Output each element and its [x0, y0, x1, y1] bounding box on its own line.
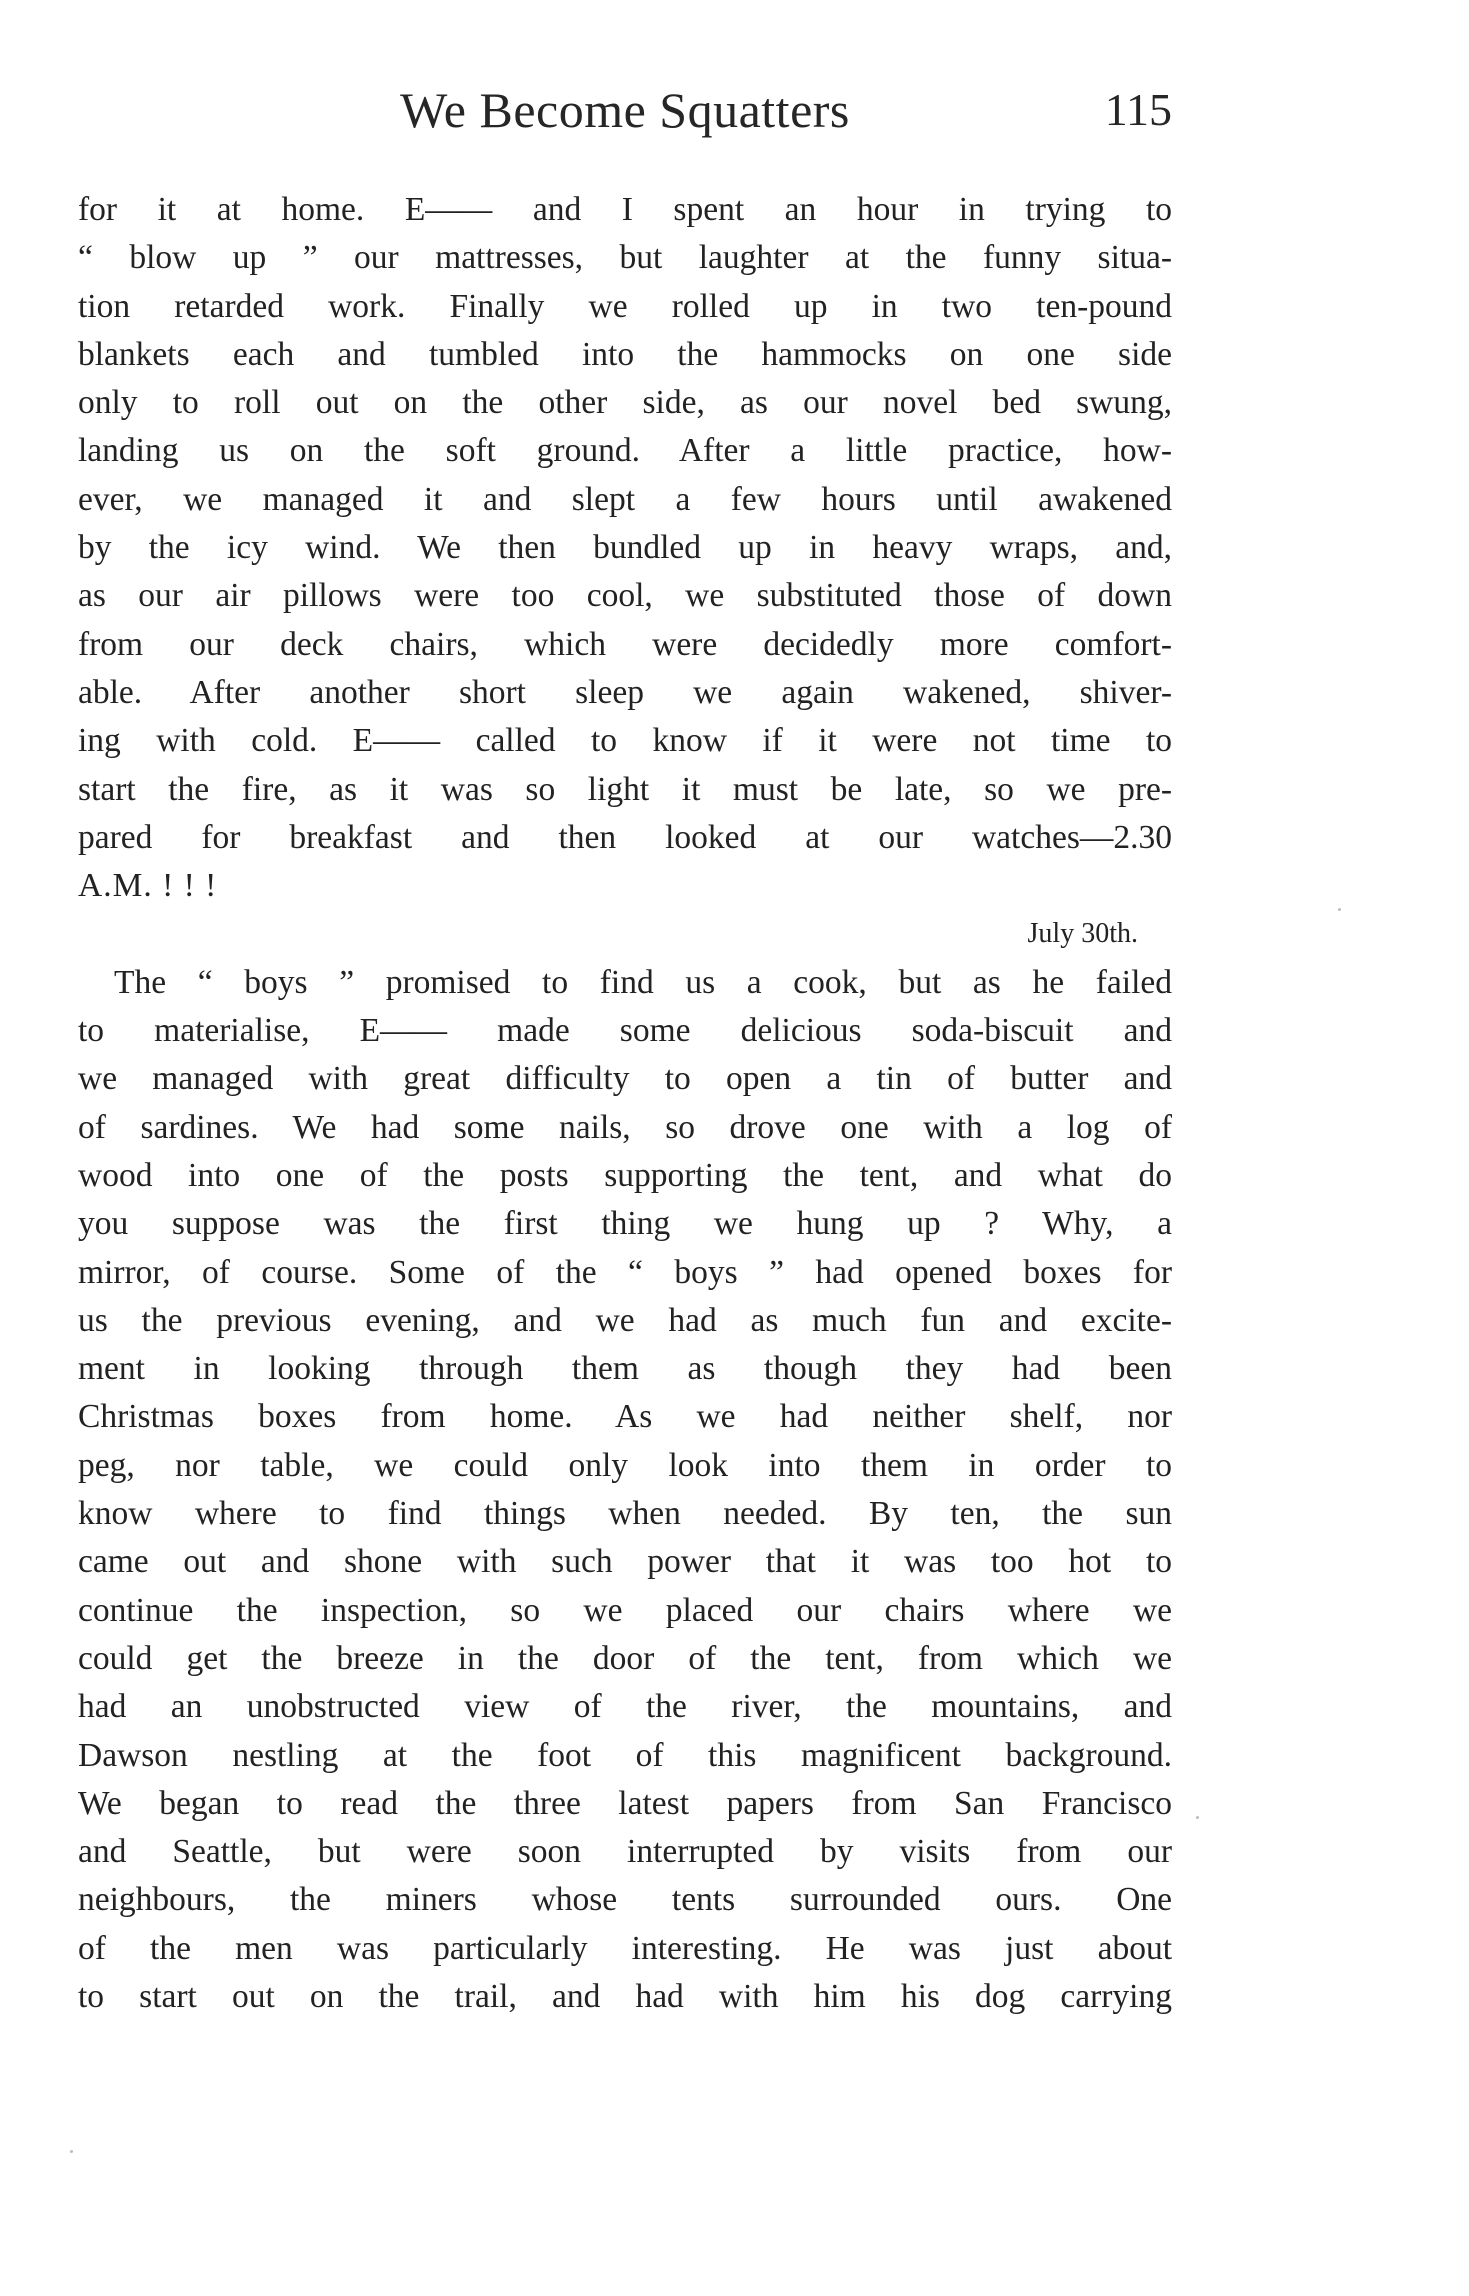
text-line: pared for breakfast and then looked at our watches—2.30: [78, 818, 1172, 856]
text-line: ing with cold. E—— called to know if it were not time to: [78, 722, 1172, 760]
page-number: 115: [1104, 84, 1172, 135]
entry-date: July 30th.: [1027, 918, 1138, 950]
text-line: peg, nor table, we could only look into them in order to: [78, 1446, 1172, 1484]
text-line: by the icy wind. We then bundled up in heavy wraps, and,: [78, 529, 1172, 567]
running-head: [78, 70, 1172, 150]
text-line: blankets each and tumbled into the hammocks on one side: [78, 335, 1172, 373]
text-line: mirror, of course. Some of the “ boys ” had opened boxes for: [78, 1253, 1172, 1291]
text-line: tion retarded work. Finally we rolled up in two ten-pound: [78, 287, 1172, 325]
text-line: of sardines. We had some nails, so drove one with a log of: [78, 1108, 1172, 1146]
text-line: able. After another short sleep we again wakened, shiver-: [78, 673, 1172, 711]
text-line: ment in looking through them as though they had been: [78, 1350, 1172, 1388]
text-line: and Seattle, but were soon interrupted by visits from our: [78, 1833, 1172, 1871]
text-line: wood into one of the posts supporting the tent, and what do: [78, 1156, 1172, 1194]
text-line-final: A.M. ! ! !: [78, 867, 218, 905]
text-line: landing us on the soft ground. After a little practice, how-: [78, 432, 1172, 470]
running-title: We Become Squatters: [400, 82, 850, 138]
text-line: start the fire, as it was so light it must be late, so we pre-: [78, 770, 1172, 808]
text-line: for it at home. E—— and I spent an hour in trying to: [78, 191, 1172, 228]
text-line: neighbours, the miners whose tents surrounded ours. One: [78, 1881, 1172, 1919]
text-line: of the men was particularly interesting. He was just about: [78, 1929, 1172, 1967]
text-line: came out and shone with such power that it was too hot to: [78, 1543, 1172, 1581]
text-line: know where to find things when needed. By ten, the sun: [78, 1495, 1172, 1533]
paragraph-2: [78, 959, 1172, 2022]
text-line: as our air pillows were too cool, we substituted those of down: [78, 577, 1172, 615]
paper-speck: [70, 2150, 73, 2153]
text-line: to start out on the trail, and had with him his dog carrying: [78, 1977, 1172, 2015]
text-line: from our deck chairs, which were decidedly more comfort-: [78, 625, 1172, 663]
text-line: Christmas boxes from home. As we had neither shelf, nor: [78, 1398, 1172, 1436]
text-line: The “ boys ” promised to find us a cook, but as he failed: [114, 963, 1172, 1001]
paper-speck: [1338, 908, 1341, 911]
text-line: we managed with great difficulty to open a tin of butter and: [78, 1060, 1172, 1098]
text-line: could get the breeze in the door of the tent, from which we: [78, 1639, 1172, 1677]
text-line: continue the inspection, so we placed our chairs where we: [78, 1591, 1172, 1629]
text-line: to materialise, E—— made some delicious soda-biscuit and: [78, 1012, 1172, 1050]
text-line: had an unobstructed view of the river, the mountains, and: [78, 1688, 1172, 1726]
text-line: Dawson nestling at the foot of this magnificent background.: [78, 1736, 1172, 1774]
text-line: you suppose was the first thing we hung up ? Why, a: [78, 1205, 1172, 1243]
paragraph-1: [78, 186, 1172, 910]
paper-speck: [1196, 1816, 1199, 1819]
text-line: only to roll out on the other side, as our novel bed swung,: [78, 384, 1172, 422]
text-line: “ blow up ” our mattresses, but laughter at the funny situa-: [78, 239, 1172, 277]
body-text: [78, 186, 1172, 2021]
text-line: ever, we managed it and slept a few hours until awakened: [78, 480, 1172, 518]
text-line: us the previous evening, and we had as much fun and excite-: [78, 1301, 1172, 1339]
text-line: We began to read the three latest papers from San Francisco: [78, 1784, 1172, 1822]
